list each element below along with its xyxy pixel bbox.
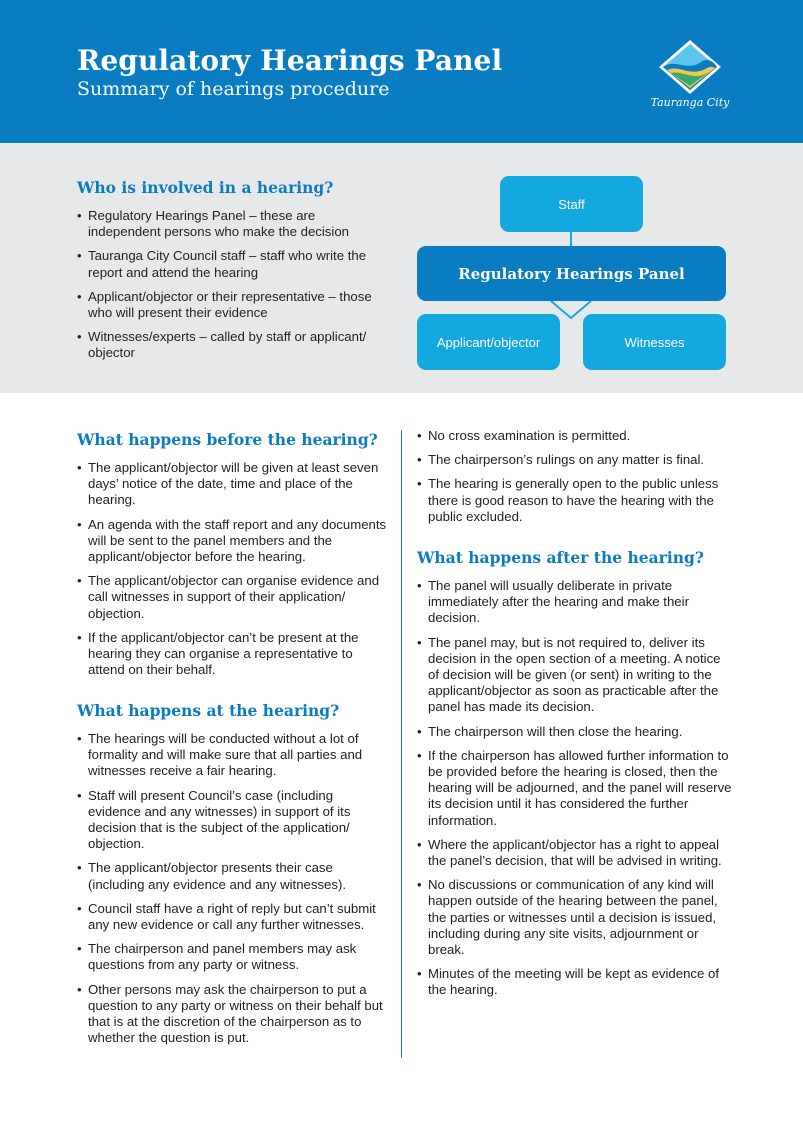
logo-text: Tauranga City [650, 96, 730, 109]
logo-diamond-icon [645, 38, 735, 96]
list-item: • The chairperson will then close the hearing. [417, 724, 732, 740]
diagram-applicant-box: Applicant/objector [417, 314, 560, 370]
at-list [77, 731, 387, 1054]
before-heading: What happens before the hearing? [77, 430, 378, 449]
after-list [417, 578, 732, 1007]
at-heading: What happens at the hearing? [77, 701, 340, 720]
list-item: • The applicant/objector presents their case (including any evidence and any witnesses). [77, 860, 387, 892]
list-item: • An agenda with the staff report and any documents will be sent to the panel members and the applicant/objector before the hearing. [77, 517, 387, 566]
list-item: • The hearing is generally open to the public unless there is good reason to have the hearing with the public excluded. [417, 476, 732, 525]
list-item: • Tauranga City Council staff – staff who write the report and attend the hearing [77, 248, 389, 280]
after-heading: What happens after the hearing? [417, 548, 704, 567]
at-continued-list [417, 428, 732, 533]
who-heading: Who is involved in a hearing? [77, 178, 334, 197]
list-item: • Council staff have a right of reply but can’t submit any new evidence or call any further witnesses. [77, 901, 387, 933]
list-item: • Other persons may ask the chairperson to put a question to any party or witness on their behalf but that is at the discretion of the chairperson as to whether the question is put. [77, 982, 387, 1047]
list-item: • If the chairperson has allowed further information to be provided before the hearing is closed, then the hearing will be adjourned, and the panel will reserve its decision until it has considered the further information. [417, 748, 732, 829]
list-item: • The panel will usually deliberate in private immediately after the hearing and make their decision. [417, 578, 732, 627]
column-divider [401, 430, 402, 1058]
list-item: • No cross examination is permitted. [417, 428, 732, 444]
before-list [77, 460, 387, 686]
tauranga-city-logo [645, 38, 735, 112]
list-item: • Applicant/objector or their representative – those who will present their evidence [77, 289, 389, 321]
list-item: • The applicant/objector will be given at least seven days’ notice of the date, time and place of the hearing. [77, 460, 387, 509]
page-subtitle: Summary of hearings procedure [77, 78, 390, 100]
who-list [77, 208, 389, 370]
list-item: • Minutes of the meeting will be kept as evidence of the hearing. [417, 966, 732, 998]
list-item: • If the applicant/objector can’t be present at the hearing they can organise a representative to attend on their behalf. [77, 630, 387, 679]
page-title: Regulatory Hearings Panel [77, 44, 503, 77]
list-item: • The hearings will be conducted without a lot of formality and will make sure that all parties and witnesses receive a fair hearing. [77, 731, 387, 780]
list-item: • The panel may, but is not required to, deliver its decision in the open section of a meeting. A notice of decision will be given (or sent) in writing to the applicant/objector as soon as practicable after the panel has made its decision. [417, 635, 732, 716]
list-item: • Witnesses/experts – called by staff or applicant/ objector [77, 329, 389, 361]
list-item: • Staff will present Council’s case (including evidence and any witnesses) in support of its decision that is the subject of the application/ objection. [77, 788, 387, 853]
list-item: • Regulatory Hearings Panel – these are independent persons who make the decision [77, 208, 389, 240]
diagram-staff-box: Staff [500, 176, 643, 232]
page-header [0, 0, 803, 143]
list-item: • Where the applicant/objector has a right to appeal the panel’s decision, that will be advised in writing. [417, 837, 732, 869]
diagram-panel-box: Regulatory Hearings Panel [417, 246, 726, 301]
list-item: • The applicant/objector can organise evidence and call witnesses in support of their application/ objection. [77, 573, 387, 622]
list-item: • The chairperson’s rulings on any matter is final. [417, 452, 732, 468]
diagram-witnesses-box: Witnesses [583, 314, 726, 370]
list-item: • No discussions or communication of any kind will happen outside of the hearing between the panel, the parties or witnesses until a decision is issued, including during any site visits, adjournment or break. [417, 877, 732, 958]
list-item: • The chairperson and panel members may ask questions from any party or witness. [77, 941, 387, 973]
